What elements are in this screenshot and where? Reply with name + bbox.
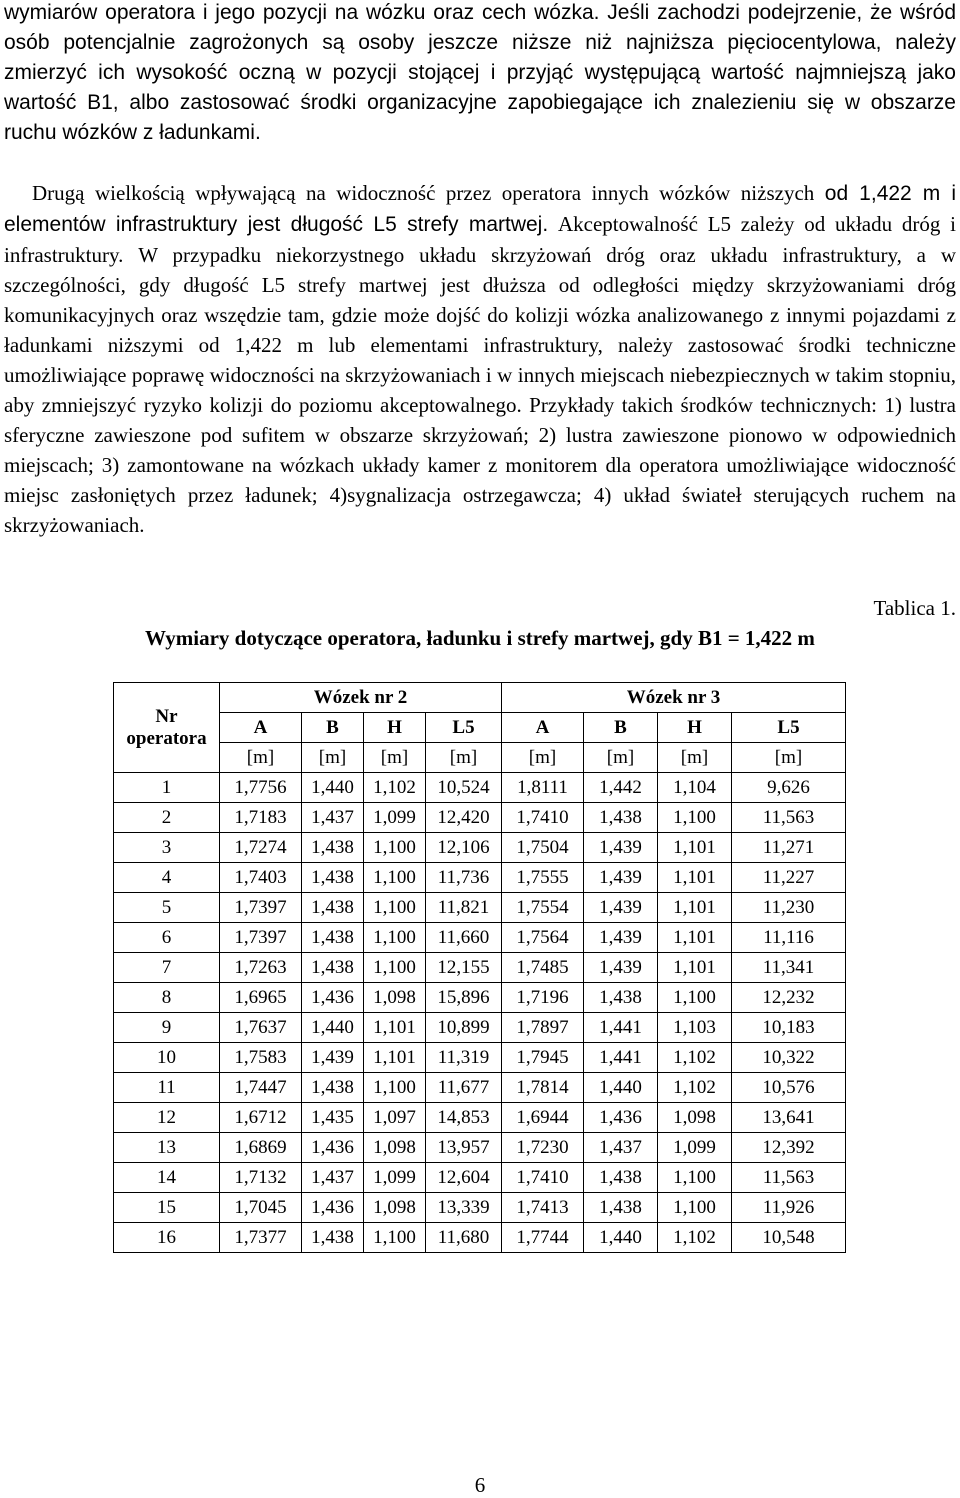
table-cell: 1,100 — [658, 983, 732, 1013]
table-cell: 1,7945 — [502, 1043, 584, 1073]
table-cell: 1,100 — [364, 893, 426, 923]
table-cell: 4 — [114, 863, 220, 893]
table-row — [114, 1193, 846, 1223]
table-cell: 1,7744 — [502, 1223, 584, 1253]
table-cell: 1,101 — [364, 1013, 426, 1043]
table-cell: 6 — [114, 923, 220, 953]
table-cell: 1,098 — [364, 983, 426, 1013]
table-cell: 1,7637 — [220, 1013, 302, 1043]
table-cell: 10,322 — [732, 1043, 846, 1073]
table-cell: 11,230 — [732, 893, 846, 923]
table-cell: 16 — [114, 1223, 220, 1253]
table-cell: 10,576 — [732, 1073, 846, 1103]
table-cell: 9,626 — [732, 773, 846, 803]
table-cell: 1,440 — [302, 1013, 364, 1043]
table-cell: 1,098 — [658, 1103, 732, 1133]
table-cell: 1,440 — [302, 773, 364, 803]
table-cell: 1,439 — [584, 863, 658, 893]
table-cell: 1,7555 — [502, 863, 584, 893]
table-cell: 1,7756 — [220, 773, 302, 803]
table-row — [114, 983, 846, 1013]
table-cell: 13,641 — [732, 1103, 846, 1133]
table-cell: 1,102 — [364, 773, 426, 803]
table-cell: 1,438 — [302, 863, 364, 893]
table-cell: 10,548 — [732, 1223, 846, 1253]
paragraph-2 — [4, 178, 956, 540]
table-row — [114, 803, 846, 833]
table-cell: 1,438 — [302, 893, 364, 923]
header-col-6: H — [658, 713, 732, 743]
header-unit-1: [m] — [302, 743, 364, 773]
table-cell: 1,438 — [302, 953, 364, 983]
table-cell: 1,100 — [364, 953, 426, 983]
header-col-2: H — [364, 713, 426, 743]
table-cell: 1,438 — [584, 983, 658, 1013]
header-unit-3: [m] — [426, 743, 502, 773]
table-cell: 1,7814 — [502, 1073, 584, 1103]
table-cell: 1,6944 — [502, 1103, 584, 1133]
table-cell: 1,440 — [584, 1223, 658, 1253]
header-col-4: A — [502, 713, 584, 743]
table-row — [114, 1163, 846, 1193]
paragraph-1 — [4, 0, 956, 148]
table-cell: 1,104 — [658, 773, 732, 803]
table-row — [114, 1043, 846, 1073]
table-cell: 14 — [114, 1163, 220, 1193]
table-cell: 1,100 — [364, 1223, 426, 1253]
table-cell: 1 — [114, 773, 220, 803]
table-cell: 12,106 — [426, 833, 502, 863]
table-cell: 12 — [114, 1103, 220, 1133]
table-cell: 1,101 — [658, 833, 732, 863]
table-cell: 1,7263 — [220, 953, 302, 983]
table-cell: 8 — [114, 983, 220, 1013]
table-cell: 1,100 — [658, 803, 732, 833]
table-cell: 13 — [114, 1133, 220, 1163]
table-row — [114, 1103, 846, 1133]
table-cell: 12,392 — [732, 1133, 846, 1163]
table-cell: 11,271 — [732, 833, 846, 863]
table-cell: 3 — [114, 833, 220, 863]
header-col-5: B — [584, 713, 658, 743]
table-cell: 12,420 — [426, 803, 502, 833]
table-cell: 1,7554 — [502, 893, 584, 923]
table-cell: 1,101 — [658, 893, 732, 923]
table-cell: 1,437 — [302, 1163, 364, 1193]
table-cell: 1,097 — [364, 1103, 426, 1133]
table-cell: 1,101 — [658, 953, 732, 983]
table-cell: 1,437 — [302, 803, 364, 833]
paragraph-2-part-a: Drugą wielkością wpływającą na widoczność przez operatora innych wózków niższych — [32, 181, 815, 205]
table-body — [114, 773, 846, 1253]
table-cell: 1,6869 — [220, 1133, 302, 1163]
header-group-truck-3: Wózek nr 3 — [502, 683, 846, 713]
table-cell: 11,660 — [426, 923, 502, 953]
table-cell: 1,6965 — [220, 983, 302, 1013]
table-cell: 1,7564 — [502, 923, 584, 953]
table-caption: Wymiary dotyczące operatora, ładunku i strefy martwej, gdy B1 = 1,422 m — [145, 626, 815, 650]
table-cell: 1,438 — [584, 803, 658, 833]
data-table — [113, 682, 846, 1253]
table-cell: 1,6712 — [220, 1103, 302, 1133]
table-cell: 1,7897 — [502, 1013, 584, 1043]
table-cell: 15,896 — [426, 983, 502, 1013]
table-row — [114, 893, 846, 923]
table-row — [114, 1073, 846, 1103]
table-cell: 1,440 — [584, 1073, 658, 1103]
header-col-1: B — [302, 713, 364, 743]
table-cell: 1,441 — [584, 1043, 658, 1073]
table-cell: 1,100 — [364, 1073, 426, 1103]
table-cell: 1,7377 — [220, 1223, 302, 1253]
table-cell: 11,319 — [426, 1043, 502, 1073]
table-cell: 1,100 — [658, 1193, 732, 1223]
table-cell: 13,339 — [426, 1193, 502, 1223]
table-cell: 1,7403 — [220, 863, 302, 893]
table-cell: 1,103 — [658, 1013, 732, 1043]
table-cell: 1,7132 — [220, 1163, 302, 1193]
table-cell: 1,102 — [658, 1043, 732, 1073]
table-cell: 1,438 — [302, 923, 364, 953]
table-cell: 11,341 — [732, 953, 846, 983]
table-cell: 1,437 — [584, 1133, 658, 1163]
table-cell: 7 — [114, 953, 220, 983]
table-cell: 1,102 — [658, 1223, 732, 1253]
table-cell: 2 — [114, 803, 220, 833]
table-cell: 1,439 — [584, 893, 658, 923]
table-cell: 1,101 — [364, 1043, 426, 1073]
header-unit-4: [m] — [502, 743, 584, 773]
paragraph-1-body: Jeśli zachodzi podejrzenie, że wśród osób potencjalnie zagrożonych są osoby jeszcze niższe niż najniższa pięciocentylowa, należy zmierzyć ich wysokość oczną w pozycji stojącej i przyjąć występującą wartość najmniejszą jako wartość B1, albo zastosować środki organizacyjne zapobiegające ich znalezieniu się w obszarze ruchu wózków z ładunkami. — [4, 1, 956, 144]
table-cell: 10,899 — [426, 1013, 502, 1043]
table-cell: 1,7230 — [502, 1133, 584, 1163]
header-unit-2: [m] — [364, 743, 426, 773]
table-cell: 1,098 — [364, 1193, 426, 1223]
table-cell: 1,436 — [302, 1133, 364, 1163]
table-cell: 9 — [114, 1013, 220, 1043]
header-unit-5: [m] — [584, 743, 658, 773]
table-cell: 1,100 — [658, 1163, 732, 1193]
table-cell: 1,101 — [658, 863, 732, 893]
table-cell: 1,7183 — [220, 803, 302, 833]
header-unit-6: [m] — [658, 743, 732, 773]
paragraph-1-line-1: wymiarów operatora i jego pozycji na wózku oraz cech wózka. — [4, 1, 600, 24]
table-cell: 1,441 — [584, 1013, 658, 1043]
table-cell: 11,563 — [732, 1163, 846, 1193]
table-cell: 1,438 — [584, 1163, 658, 1193]
table-cell: 11,677 — [426, 1073, 502, 1103]
table-cell: 12,604 — [426, 1163, 502, 1193]
header-col-7: L5 — [732, 713, 846, 743]
table-cell: 1,436 — [302, 1193, 364, 1223]
table-row — [114, 953, 846, 983]
table-cell: 1,7045 — [220, 1193, 302, 1223]
table-cell: 10,183 — [732, 1013, 846, 1043]
table-cell: 10 — [114, 1043, 220, 1073]
table-row — [114, 863, 846, 893]
header-col-0: A — [220, 713, 302, 743]
table-row — [114, 773, 846, 803]
table-cell: 12,232 — [732, 983, 846, 1013]
header-unit-0: [m] — [220, 743, 302, 773]
table-cell: 11,736 — [426, 863, 502, 893]
table-cell: 1,100 — [364, 833, 426, 863]
table-cell: 1,102 — [658, 1073, 732, 1103]
table-cell: 1,100 — [364, 863, 426, 893]
table-cell: 1,439 — [584, 833, 658, 863]
table-cell: 1,7447 — [220, 1073, 302, 1103]
table-cell: 1,099 — [658, 1133, 732, 1163]
table-cell: 1,8111 — [502, 773, 584, 803]
table-cell: 11,926 — [732, 1193, 846, 1223]
table-row — [114, 833, 846, 863]
table-cell: 1,7196 — [502, 983, 584, 1013]
table-cell: 1,436 — [584, 1103, 658, 1133]
page-number: 6 — [474, 1473, 486, 1497]
table-cell: 1,439 — [584, 923, 658, 953]
header-group-truck-2: Wózek nr 2 — [220, 683, 502, 713]
table-cell: 1,7485 — [502, 953, 584, 983]
paragraph-2-part-d: W przypadku niekorzystnego układu skrzyżowań dróg oraz układu infrastruktury, a w szczególności, gdy długość L5 strefy martwej jest dłuższa od odległości między skrzyżowaniami dróg komunikacyjnych oraz wszędzie tam, gdzie może dojść do kolizji wózka analizowanego z innymi pojazdami z ładunkami niższymi od 1,422 m lub elementami infrastruktury, należy zastosować środki techniczne umożliwiające poprawę widoczności na skrzyżowaniach i w innych miejscach niebezpiecznych w takim stopniu, aby zmniejszyć ryzyko kolizji do poziomu akceptowalnego. Przykłady takich środków technicznych: 1) lustra sferyczne zawieszone pod sufitem w obszarze skrzyżowań; 2) lustra zawieszone pionowo w odpowiednich miejscach; 3) zamontowane na wózkach układy kamer z monitorem dla operatora umożliwiające widoczność miejsc zasłoniętych przez ładunek; 4)sygnalizacja ostrzegawcza; 4) układ świateł sterujących ruchem na skrzyżowaniach. — [4, 243, 957, 537]
table-cell: 1,7410 — [502, 803, 584, 833]
table-cell: 11 — [114, 1073, 220, 1103]
header-col-3: L5 — [426, 713, 502, 743]
table-cell: 1,101 — [658, 923, 732, 953]
table-cell: 1,7504 — [502, 833, 584, 863]
table-cell: 12,155 — [426, 953, 502, 983]
table-cell: 11,227 — [732, 863, 846, 893]
table-cell: 11,821 — [426, 893, 502, 923]
table-row — [114, 1013, 846, 1043]
table-cell: 1,7413 — [502, 1193, 584, 1223]
table-cell: 10,524 — [426, 773, 502, 803]
table-cell: 14,853 — [426, 1103, 502, 1133]
table-cell: 1,438 — [584, 1193, 658, 1223]
paragraph-2-part-b: od 1,422 m i elementów infrastruktury jest długość L5 strefy martwej. — [4, 182, 957, 236]
table-cell: 1,098 — [364, 1133, 426, 1163]
table-cell: 1,7397 — [220, 893, 302, 923]
table-cell: 1,099 — [364, 1163, 426, 1193]
table-cell: 1,435 — [302, 1103, 364, 1133]
paragraph-2-part-c: Akceptowalność L5 zależy od układu dróg i infrastruktury. — [4, 212, 956, 267]
table-cell: 1,438 — [302, 833, 364, 863]
table-cell: 1,100 — [364, 923, 426, 953]
table-cell: 1,438 — [302, 1073, 364, 1103]
table-cell: 1,439 — [584, 953, 658, 983]
table-cell: 1,439 — [302, 1043, 364, 1073]
table-cell: 13,957 — [426, 1133, 502, 1163]
header-unit-7: [m] — [732, 743, 846, 773]
table-cell: 1,436 — [302, 983, 364, 1013]
table-row — [114, 1223, 846, 1253]
table-cell: 1,7397 — [220, 923, 302, 953]
table-cell: 11,680 — [426, 1223, 502, 1253]
table-cell: 11,116 — [732, 923, 846, 953]
table-cell: 5 — [114, 893, 220, 923]
table-cell: 1,7274 — [220, 833, 302, 863]
table-cell: 1,7583 — [220, 1043, 302, 1073]
table-cell: 15 — [114, 1193, 220, 1223]
table-cell: 1,438 — [302, 1223, 364, 1253]
table-row — [114, 923, 846, 953]
table-reference: Tablica 1. — [873, 596, 956, 620]
table-cell: 1,7410 — [502, 1163, 584, 1193]
header-operator: Nr operatora — [114, 683, 220, 773]
table-row — [114, 1133, 846, 1163]
table-cell: 11,563 — [732, 803, 846, 833]
table-header — [114, 683, 846, 773]
table-cell: 1,099 — [364, 803, 426, 833]
table-cell: 1,442 — [584, 773, 658, 803]
